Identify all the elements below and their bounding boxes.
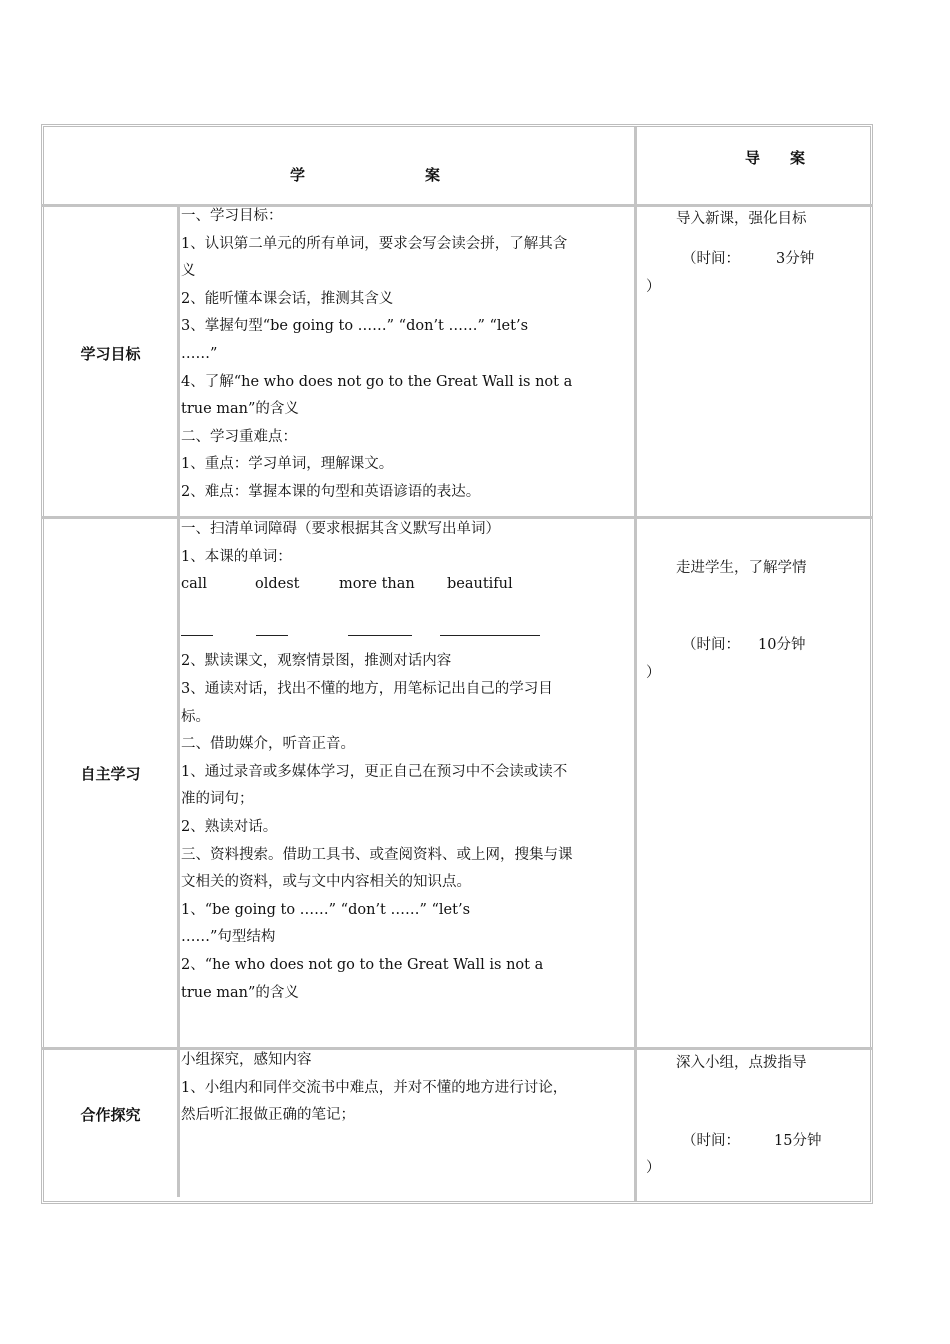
vocab-word: beautiful: [447, 576, 513, 593]
header-study-plan: [290, 164, 440, 185]
goals-content: [181, 203, 636, 507]
vocab-word: oldest: [255, 576, 300, 593]
time-value: 15分钟: [774, 1133, 822, 1149]
guide-time: [682, 633, 806, 654]
column-divider: [177, 207, 180, 1197]
text-line: true man”的含义: [181, 984, 299, 1001]
time-label: （时间：: [682, 251, 740, 267]
header-char: 导: [745, 149, 761, 167]
text-line: 三、资料搜索。借助工具书、或查阅资料、或上网，搜集与课: [181, 846, 573, 863]
header-char: 案: [424, 166, 440, 184]
answer-blanks: [181, 621, 636, 649]
time-value: 10分钟: [758, 637, 806, 653]
text-line: 二、学习重难点：: [181, 428, 297, 445]
vocab-word: call: [181, 576, 208, 593]
text-line: 一、学习目标：: [181, 208, 283, 224]
cooperation-content: [181, 1047, 636, 1130]
self-study-content: [181, 516, 636, 1007]
text-line: 2、能听懂本课会话，推测其含义: [181, 290, 394, 307]
time-value: 3分钟: [776, 251, 815, 267]
guide-close-paren: ）: [646, 279, 661, 295]
text-line: 3、通读对话，找出不懂的地方，用笔标记出自己的学习目: [181, 680, 553, 697]
text-line: 1、小组内和同伴交流书中难点，并对不懂的地方进行讨论，: [181, 1079, 568, 1096]
answer-blank: [181, 634, 213, 636]
answer-blank: [256, 634, 288, 636]
text-line: 一、扫清单词障碍（要求根据其含义默写出单词）: [181, 521, 500, 537]
text-line: 然后听汇报做正确的笔记；: [181, 1107, 355, 1124]
answer-blank: [348, 634, 412, 636]
text-line: 文相关的资料，或与文中内容相关的知识点。: [181, 874, 471, 891]
time-label: （时间：: [682, 1133, 740, 1149]
text-line: 2、熟读对话。: [181, 818, 278, 835]
time-label: （时间：: [682, 637, 740, 653]
text-line: 准的词句；: [181, 791, 254, 808]
text-line: true man”的含义: [181, 401, 299, 418]
text-line: ……”句型结构: [181, 929, 276, 946]
guide-close-paren: ）: [646, 1160, 661, 1176]
vocab-words: [181, 571, 636, 599]
vocab-word: more than: [339, 576, 415, 593]
header-char: 案: [789, 149, 805, 167]
text-line: 小组探究，感知内容: [181, 1052, 312, 1068]
text-line: 义: [181, 263, 196, 280]
text-line: 1、重点：学习单词，理解课文。: [181, 456, 394, 473]
text-line: 2、默读课文，观察情景图，推测对话内容: [181, 653, 452, 670]
text-line: 标。: [181, 708, 210, 725]
header-char: 学: [290, 166, 306, 184]
guide-title: 导入新课，强化目标: [676, 211, 807, 227]
text-line: 1、本课的单词：: [181, 548, 292, 565]
answer-blank: [440, 634, 540, 636]
text-line: 3、掌握句型“be going to ……” “don’t ……” “let’s: [181, 318, 529, 335]
row-label-cooperation: 合作探究: [80, 1106, 141, 1124]
text-line: 2、难点：掌握本课的句型和英语谚语的表达。: [181, 483, 481, 500]
header-guide-plan: [745, 147, 805, 168]
guide-time: [682, 247, 815, 268]
guide-close-paren: ）: [646, 665, 661, 681]
text-line: 1、认识第二单元的所有单词，要求会写会读会拼，了解其含: [181, 235, 568, 252]
guide-title: 深入小组，点拨指导: [676, 1055, 807, 1071]
text-line: ……”: [181, 345, 218, 362]
row-label-self-study: 自主学习: [80, 765, 141, 783]
guide-title: 走进学生，了解学情: [676, 560, 807, 576]
spacer: [181, 599, 636, 621]
text-line: 1、“be going to ……” “don’t ……” “let’s: [181, 901, 471, 918]
text-line: 4、了解“he who does not go to the Great Wall is not a: [181, 373, 573, 390]
row-label-goals: 学习目标: [80, 345, 141, 363]
text-line: 二、借助媒介，听音正音。: [181, 736, 355, 753]
text-line: 1、通过录音或多媒体学习，更正自己在预习中不会读或读不: [181, 763, 568, 780]
text-line: 2、“he who does not go to the Great Wall is not a: [181, 956, 544, 973]
guide-time: [682, 1129, 822, 1150]
